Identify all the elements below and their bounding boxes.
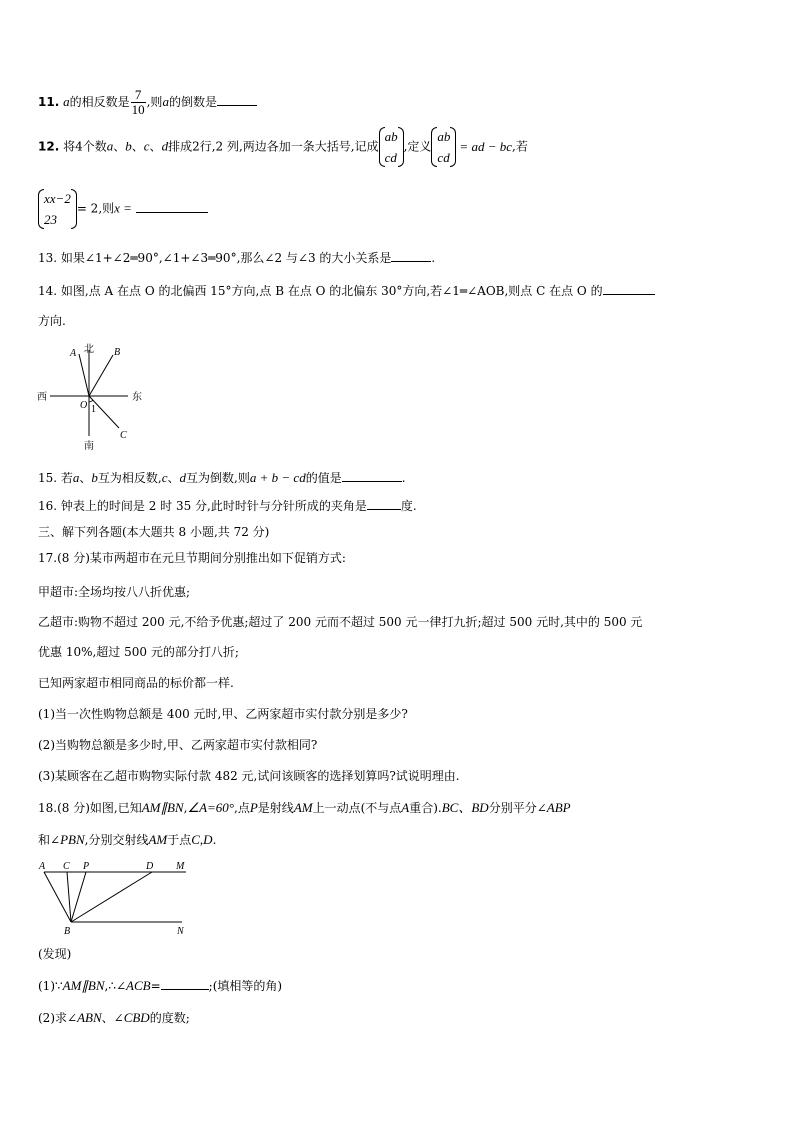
label-south: 南 (84, 441, 94, 452)
text: 18.(8 分)如图,已知 (38, 801, 142, 815)
math: PBN (60, 832, 85, 847)
text: = 2,则 (76, 201, 115, 216)
matrix-notation (379, 126, 404, 168)
question-18-part-2 (38, 1010, 190, 1026)
question-number: 12. (38, 139, 60, 154)
question-17-yi-2 (38, 644, 239, 660)
segment-bc (67, 872, 71, 922)
label-east: 东 (132, 392, 142, 403)
var-d: d (161, 138, 169, 154)
text: 是射线 (257, 801, 294, 815)
math: AM∥BN (62, 978, 105, 993)
question-number: 11. (38, 95, 60, 109)
text: 乙超市:购物不超过 200 元,不给予优惠;超过了 200 元而不超过 500 元一律打九折;超过 500 元时,其中的 500 元 (38, 615, 643, 629)
label-a: A (70, 348, 77, 359)
question-text: 13. 如果∠1+∠2═90°,∠1+∠3═90°,那么∠2 与∠3 的大小关系是 (38, 251, 392, 265)
var-a: a (72, 470, 80, 485)
section-heading (38, 524, 269, 540)
expression: a + b − cd (249, 470, 306, 485)
text: 15. 若 (38, 471, 73, 485)
question-14-line-2 (38, 313, 66, 329)
text: = (150, 979, 161, 993)
var-c: c (161, 470, 168, 485)
text: 互为相反数, (97, 471, 162, 485)
text: 排成2行,2 列,两边各加一条大括号,记成 (168, 139, 379, 154)
label-c: C (120, 430, 127, 441)
text: . (212, 833, 217, 847)
period: . (431, 251, 436, 265)
var-b: b (125, 138, 132, 154)
math: ACB (126, 978, 151, 993)
text: 互为倒数,则 (186, 471, 250, 485)
question-18-part-1 (38, 978, 282, 994)
answer-blank[interactable] (367, 498, 401, 510)
text: 的倒数是 (168, 95, 217, 109)
fraction (131, 88, 146, 117)
text: 甲超市:全场均按八八折优惠; (38, 585, 191, 599)
text: 重合). (409, 801, 442, 815)
matrix-row-1: ab (437, 129, 451, 144)
text: 的度数; (149, 1011, 190, 1025)
text: ;(填相等的角) (208, 979, 283, 993)
question-17-jia (38, 584, 190, 600)
answer-blank[interactable] (217, 94, 257, 106)
question-17-part-2 (38, 737, 317, 753)
math: C,D (191, 832, 213, 847)
question-14-line-1 (38, 283, 655, 299)
answer-blank[interactable] (342, 470, 402, 482)
question-18-discover (38, 946, 71, 962)
question-17-part-1 (38, 706, 408, 722)
compass-figure (34, 338, 154, 453)
text: ,则 (146, 95, 163, 109)
question-text: 14. 如图,点 A 在点 O 的北偏西 15°方向,点 B 在点 O 的北偏东 30°方向,若∠1═∠AOB,则点 C 在点 O 的 (38, 284, 603, 298)
text: 度. (400, 499, 417, 513)
var-d: d (179, 470, 187, 485)
label-p: P (83, 861, 90, 872)
var-a: a (63, 94, 70, 109)
var-a: a (162, 94, 169, 109)
label-west: 西 (37, 392, 47, 403)
matrix-row-2: cd (384, 150, 397, 165)
text: ,若 (512, 139, 528, 154)
text: 的相反数是 (69, 95, 130, 109)
matrix-definition (431, 126, 456, 168)
sep: 、 (149, 139, 162, 154)
answer-blank[interactable] (391, 250, 431, 262)
text: , (183, 801, 188, 815)
math: AM (148, 832, 168, 847)
math: BC、BD (441, 800, 489, 815)
question-17-part-3 (38, 768, 460, 784)
question-17-known (38, 675, 234, 691)
question-11 (38, 88, 257, 117)
rays-figure (34, 858, 194, 940)
answer-blank[interactable] (161, 978, 209, 990)
matrix-condition (38, 188, 77, 230)
text: (2)求∠ (38, 1011, 78, 1025)
ray-ob (89, 355, 113, 396)
question-18-line-1 (38, 800, 571, 816)
math: ABN (77, 1010, 102, 1025)
answer-blank[interactable] (603, 283, 655, 295)
text: 将4个数 (63, 139, 107, 154)
text: 17.(8 分)某市两超市在元旦节期间分别推出如下促销方式: (38, 551, 346, 565)
sep: 、 (167, 471, 180, 485)
text: ,点 (234, 801, 250, 815)
question-16 (38, 498, 417, 514)
matrix-row-2: cd (437, 150, 450, 165)
math: CBD (123, 1010, 150, 1025)
label-c: C (63, 861, 70, 872)
label-b: B (114, 347, 121, 358)
matrix-row-1: ab (384, 129, 398, 144)
text: 已知两家超市相同商品的标价都一样. (38, 676, 234, 690)
text: (1)∵ (38, 979, 63, 993)
matrix-row-1: xx−2 (44, 191, 71, 206)
var-x: x = (114, 200, 132, 216)
matrix-row-2: 23 (44, 212, 57, 227)
angle-arc (89, 400, 93, 402)
text: 分别平分∠ (488, 801, 547, 815)
denominator: 10 (131, 102, 145, 117)
label-angle-1: 1 (91, 404, 96, 415)
section-title: 三、解下列各题(本大题共 8 小题,共 72 分) (38, 525, 270, 539)
text: (2)当购物总额是多少时,甲、乙两家超市实付款相同? (38, 738, 318, 752)
text: 优惠 10%,超过 500 元的部分打八折; (38, 645, 239, 659)
sep: 、 (131, 139, 144, 154)
question-text: 方向. (38, 314, 66, 328)
ray-oa (79, 354, 89, 396)
question-15 (38, 470, 406, 486)
sep: 、 (113, 139, 126, 154)
segment-bd (71, 872, 152, 922)
text: 的值是 (305, 471, 342, 485)
question-13 (38, 250, 435, 266)
text: 于点 (167, 833, 192, 847)
label-m: M (176, 861, 185, 872)
question-18-line-2 (38, 832, 216, 848)
segment-ab (44, 872, 71, 922)
label-b: B (64, 926, 71, 937)
definition-formula: = ad − bc (459, 138, 512, 154)
period: . (401, 471, 406, 485)
math: P (249, 800, 258, 815)
question-12-line-1 (38, 126, 528, 168)
label-a: A (39, 861, 46, 872)
text: (发现) (38, 947, 72, 961)
math: AM∥BN (141, 800, 184, 815)
question-17-intro (38, 550, 346, 566)
text: (1)当一次性购物总额是 400 元时,甲、乙两家超市实付款分别是多少? (38, 707, 408, 721)
math: ABP (546, 800, 571, 815)
var-b: b (91, 470, 98, 485)
question-12-line-2 (38, 188, 208, 230)
text: ,分别交射线 (84, 833, 149, 847)
var-c: c (143, 138, 150, 154)
text: 、∠ (101, 1011, 124, 1025)
label-north: 北 (84, 344, 94, 355)
math: ∠A=60° (187, 800, 235, 815)
text: ,定义 (403, 139, 432, 154)
answer-blank[interactable] (136, 201, 208, 213)
sep: 、 (79, 471, 92, 485)
text: ,∴∠ (104, 979, 127, 993)
label-o: O (80, 400, 88, 411)
question-17-yi-1 (38, 614, 642, 630)
math: AM (293, 800, 313, 815)
label-d: D (146, 861, 154, 872)
text: (3)某顾客在乙超市购物实际付款 482 元,试问该顾客的选择划算吗?试说明理由. (38, 769, 460, 783)
question-text: 16. 钟表上的时间是 2 时 35 分,此时时针与分针所成的夹角是 (38, 499, 367, 513)
math: A (401, 800, 410, 815)
var-a: a (106, 138, 114, 154)
text: 上一动点(不与点 (312, 801, 402, 815)
numerator: 7 (131, 88, 146, 103)
label-n: N (177, 926, 184, 937)
text: 和∠ (38, 833, 61, 847)
